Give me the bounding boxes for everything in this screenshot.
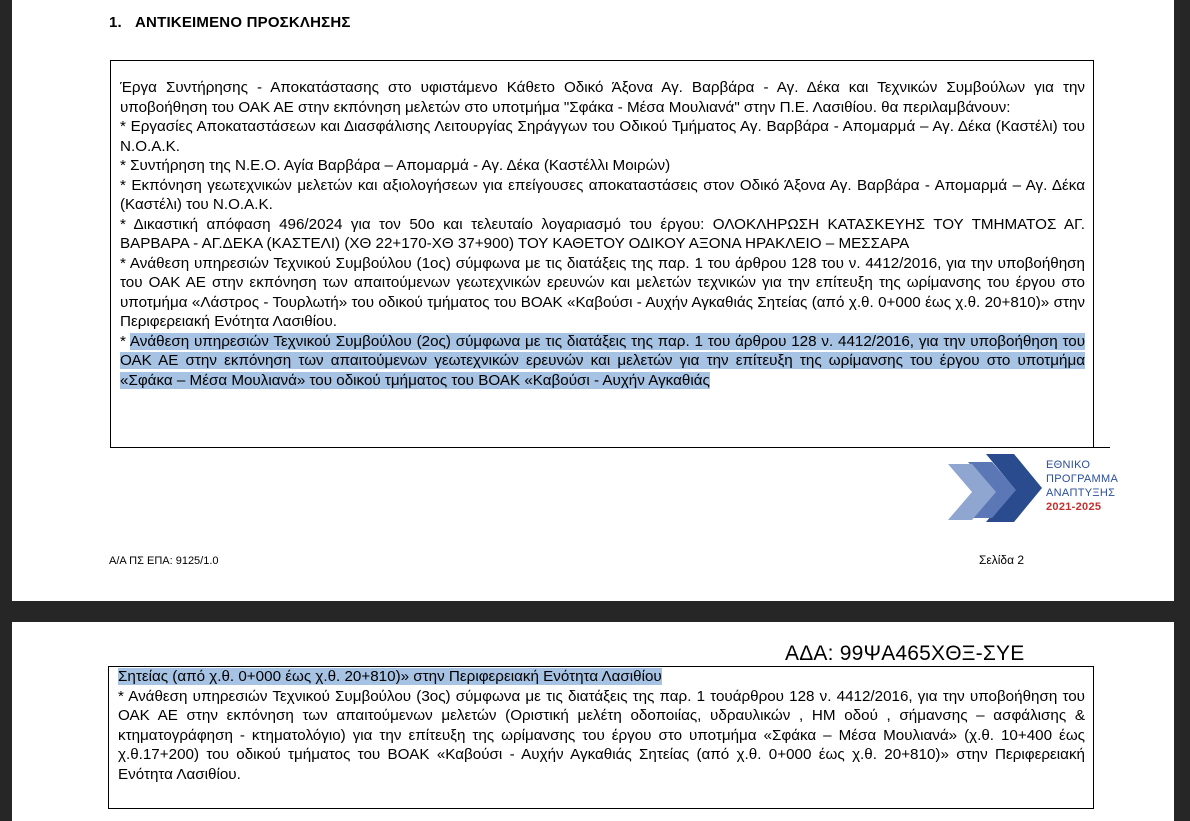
logo-line-1: ΕΘΝΙΚΟ (1046, 459, 1091, 471)
logo-years: 2021-2025 (1046, 501, 1102, 513)
document-page-1 (12, 0, 1174, 601)
paragraph-item-7: * Ανάθεση υπηρεσιών Τεχνικού Συμβούλου (3ος) σύμφωνα με τις διατάξεις της παρ. 1 τουάρθρου 128 ν. 4412/2016, για την υποβοήθηση του ΟΑΚ ΑΕ στην εκπόνηση των απαιτούμενων μελετών (Οριστική μελέτη οδοποιίας, υδραυλικών , ΗΜ οδού , σήμανσης – ασφάλισης & κτηματογράφηση - κτηματολόγιο) για την επίτευξη της ωρίμανσης του έργου στο υποτμήμα «Σφάκα – Μέσα Μουλιανά» (χ.θ. 10+400 έως χ.θ.17+200) του οδικού τμήματος του ΒΟΑΚ «Καβούσι - Αυχήν Αγκαθιάς Σητείας (από χ.θ. 0+000 έως χ.θ. 20+810)» στην Περιφερειακή Ενότητα Λασιθίου. (118, 687, 1085, 783)
paragraph-intro: Έργα Συντήρησης - Αποκατάστασης στο υφιστάμενο Κάθετο Οδικό Άξονα Αγ. Βαρβάρα - Αγ. Δέκα και Τεχνικών Συμβούλων για την υποβοήθηση του ΟΑΚ ΑΕ στην εκπόνηση μελετών στο υποτμήμα "Σφάκα - Μέσα Μουλιανά" στην Π.Ε. Λασιθίου. θα περιλαμβάνουν: (120, 79, 1085, 116)
paragraph-item-3: * Εκπόνηση γεωτεχνικών μελετών και αξιολογήσεων για επείγουσες αποκαταστάσεις στον Οδικό Άξονα Αγ. Βαρβάρα - Απομαρμά – Αγ. Δέκα (Καστέλι) του Ν.Ο.Α.Κ. (120, 176, 1085, 213)
text-selection-highlight[interactable]: Σητείας (από χ.θ. 0+000 έως χ.θ. 20+810)» στην Περιφερειακή Ενότητα Λασιθίου (118, 668, 662, 685)
footer-page-number: Σελίδα 2 (979, 553, 1025, 567)
ada-code: ΑΔΑ: 99ΨΑ465ΧΘΞ-ΣΥΕ (785, 642, 1025, 665)
text-selection-highlight[interactable]: Ανάθεση υπηρεσιών Τεχνικού Συμβούλου (2ος) σύμφωνα με τις διατάξεις της παρ. 1 του άρθρου 128 ν. 4412/2016, για την υποβοήθηση του ΟΑΚ ΑΕ στην εκπόνηση των απαιτούμενων γεωτεχνικών ερευνών και μελετών για την επίτευξη της ωρίμανσης του έργου στο υποτμήμα «Σφάκα – Μέσα Μουλιανά» του οδικού τμήματος του ΒΟΑΚ «Καβούσι - Αυχήν Αγκαθιάς (120, 332, 1085, 389)
object-text-box (110, 60, 1094, 448)
paragraph-item-5: * Ανάθεση υπηρεσιών Τεχνικού Συμβούλου (1ος) σύμφωνα με τις διατάξεις της παρ. 1 του άρθρου 128 του ν. 4412/2016, για την υποβοήθηση του ΟΑΚ ΑΕ στην εκπόνηση των απαιτούμενων γεωτεχνικών ερευνών και μελετών τεχνικών για την επίτευξη της ωρίμανσης του έργου στο υποτμήμα «Λάστρος - Τουρλωτή» του οδικού τμήματος του ΒΟΑΚ «Καβούσι - Αυχήν Αγκαθιάς Σητείας (από χ.θ. 0+000 έως χ.θ. 20+810)» στην Περιφερειακή Ενότητα Λασιθίου. (120, 254, 1085, 330)
paragraph-item-4: * Δικαστική απόφαση 496/2024 για τον 50ο και τελευταίο λογαριασμό του έργου: ΟΛΟΚΛΗΡΩΣΗ ΚΑΤΑΣΚΕΥΗΣ ΤΟΥ ΤΜΗΜΑΤΟΣ ΑΓ. ΒΑΡΒΑΡΑ - ΑΓ.ΔΕΚΑ (ΚΑΣΤΕΛΙ) (ΧΘ 22+170-ΧΘ 37+900) ΤΟΥ ΚΑΘΕΤΟΥ ΟΔΙΚΟΥ ΑΞΟΝΑ ΗΡΑΚΛΕΙΟ – ΜΕΣΣΑΡΑ (120, 215, 1085, 252)
logo-line-3: ΑΝΑΠΤΥΞΗΣ (1046, 487, 1116, 499)
paragraph-continuation[interactable] (118, 667, 1085, 687)
text-box-content (118, 667, 1085, 784)
document-page-2 (12, 622, 1174, 821)
section-heading: 1. ΑΝΤΙΚΕΙΜΕΝΟ ΠΡΟΣΚΛΗΣΗΣ (109, 14, 351, 31)
logo-text (1046, 458, 1118, 514)
footer-document-id: Α/Α ΠΣ ΕΠΑ: 9125/1.0 (109, 555, 219, 567)
logo-line-2: ΠΡΟΓΡΑΜΜΑ (1046, 473, 1119, 485)
paragraph-item-1: * Εργασίες Αποκαταστάσεων και Διασφάλισης Λειτουργίας Σηράγγων του Οδικού Τμήματος Αγ. Βαρβάρα - Απομαρμά – Αγ. Δέκα (Καστέλι) του Ν.Ο.Α.Κ. (120, 118, 1085, 155)
text-box-content (120, 78, 1085, 390)
object-text-box-continued (108, 666, 1094, 809)
divider-line (110, 447, 1110, 448)
paragraph-item-6-highlighted[interactable] (120, 332, 1085, 391)
bullet-prefix: * (120, 332, 130, 350)
paragraph-item-2: * Συντήρηση της Ν.Ε.Ο. Αγία Βαρβάρα – Απομαρμά - Αγ. Δέκα (Καστέλλι Μοιρών) (120, 157, 671, 174)
